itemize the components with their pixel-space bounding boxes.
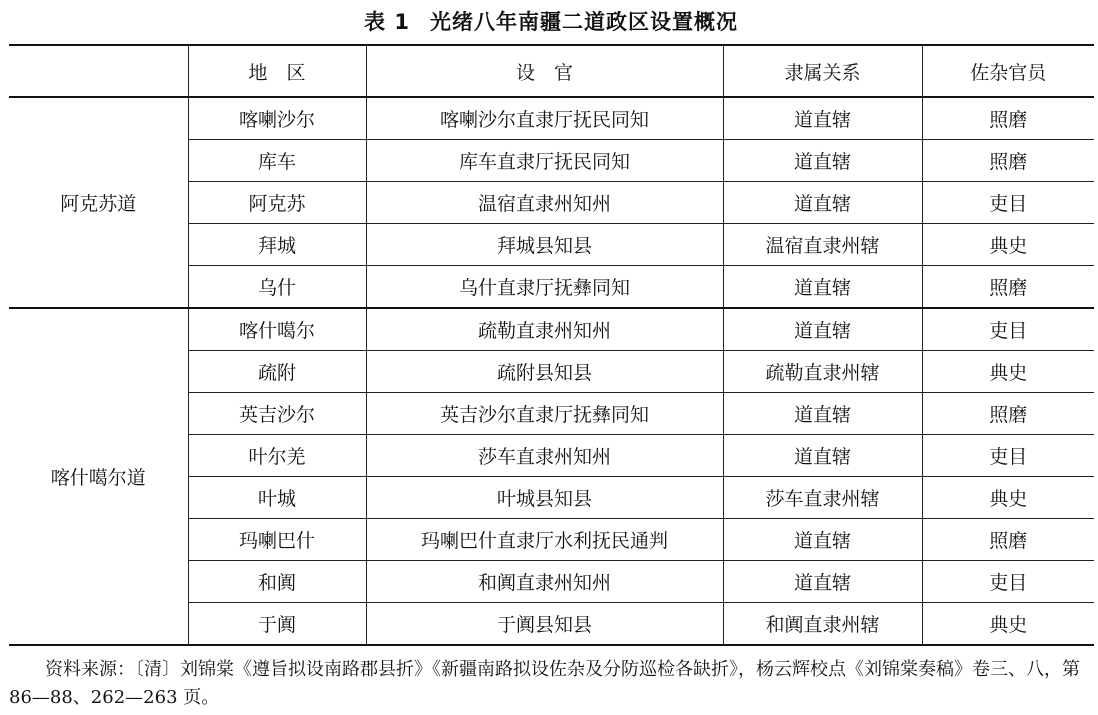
region-cell: 英吉沙尔 — [188, 393, 366, 435]
affiliation-cell: 温宿直隶州辖 — [723, 224, 922, 266]
assistant-official-cell: 典史 — [922, 351, 1094, 393]
assistant-official-cell: 吏目 — [922, 182, 1094, 224]
assistant-official-cell: 吏目 — [922, 435, 1094, 477]
office-cell: 玛喇巴什直隶厅水利抚民通判 — [366, 519, 723, 561]
assistant-official-cell: 照磨 — [922, 266, 1094, 309]
affiliation-cell: 道直辖 — [723, 266, 922, 309]
circuit-cell: 喀什噶尔道 — [9, 308, 188, 645]
table-number: 表 1 — [364, 10, 410, 34]
region-cell: 和阗 — [188, 561, 366, 603]
affiliation-cell: 道直辖 — [723, 97, 922, 140]
region-cell: 玛喇巴什 — [188, 519, 366, 561]
region-cell: 于阗 — [188, 603, 366, 646]
region-cell: 乌什 — [188, 266, 366, 309]
office-cell: 疏附县知县 — [366, 351, 723, 393]
affiliation-cell: 道直辖 — [723, 561, 922, 603]
region-cell: 叶城 — [188, 477, 366, 519]
assistant-official-cell: 典史 — [922, 224, 1094, 266]
office-cell: 温宿直隶州知州 — [366, 182, 723, 224]
office-cell: 和阗直隶州知州 — [366, 561, 723, 603]
region-cell: 阿克苏 — [188, 182, 366, 224]
office-cell: 库车直隶厅抚民同知 — [366, 140, 723, 182]
region-cell: 拜城 — [188, 224, 366, 266]
assistant-official-cell: 吏目 — [922, 308, 1094, 351]
office-cell: 乌什直隶厅抚彝同知 — [366, 266, 723, 309]
table-row — [9, 308, 1094, 351]
assistant-official-cell: 典史 — [922, 477, 1094, 519]
table-title — [0, 6, 1098, 36]
header-circuit — [9, 45, 188, 97]
header-affiliation: 隶属关系 — [723, 45, 922, 97]
affiliation-cell: 道直辖 — [723, 393, 922, 435]
circuit-cell: 阿克苏道 — [9, 97, 188, 308]
header-office: 设 官 — [366, 45, 723, 97]
header-region: 地 区 — [188, 45, 366, 97]
table-row — [9, 97, 1094, 140]
source-note: 资料来源：〔清〕刘锦棠《遵旨拟设南路郡县折》《新疆南路拟设佐杂及分防巡检各缺折》，杨云辉校点《刘锦棠奏稿》卷三、八，第 86—88、262—263 页。 — [9, 659, 1080, 708]
assistant-official-cell: 吏目 — [922, 561, 1094, 603]
assistant-official-cell: 照磨 — [922, 97, 1094, 140]
affiliation-cell: 道直辖 — [723, 308, 922, 351]
office-cell: 英吉沙尔直隶厅抚彝同知 — [366, 393, 723, 435]
table-caption: 光绪八年南疆二道政区设置概况 — [429, 10, 738, 34]
affiliation-cell: 和阗直隶州辖 — [723, 603, 922, 646]
office-cell: 叶城县知县 — [366, 477, 723, 519]
region-cell: 叶尔羌 — [188, 435, 366, 477]
affiliation-cell: 道直辖 — [723, 140, 922, 182]
office-cell: 拜城县知县 — [366, 224, 723, 266]
office-cell: 疏勒直隶州知州 — [366, 308, 723, 351]
affiliation-cell: 道直辖 — [723, 182, 922, 224]
office-cell: 莎车直隶州知州 — [366, 435, 723, 477]
affiliation-cell: 疏勒直隶州辖 — [723, 351, 922, 393]
office-cell: 喀喇沙尔直隶厅抚民同知 — [366, 97, 723, 140]
header-assistant-officials: 佐杂官员 — [922, 45, 1094, 97]
region-cell: 库车 — [188, 140, 366, 182]
office-cell: 于阗县知县 — [366, 603, 723, 646]
table-body — [9, 97, 1094, 645]
affiliation-cell: 道直辖 — [723, 435, 922, 477]
region-cell: 喀喇沙尔 — [188, 97, 366, 140]
affiliation-cell: 道直辖 — [723, 519, 922, 561]
affiliation-cell: 莎车直隶州辖 — [723, 477, 922, 519]
region-cell: 疏附 — [188, 351, 366, 393]
assistant-official-cell: 照磨 — [922, 519, 1094, 561]
data-table — [9, 44, 1094, 646]
assistant-official-cell: 照磨 — [922, 140, 1094, 182]
assistant-official-cell: 照磨 — [922, 393, 1094, 435]
region-cell: 喀什噶尔 — [188, 308, 366, 351]
assistant-official-cell: 典史 — [922, 603, 1094, 646]
header-row — [9, 45, 1094, 97]
